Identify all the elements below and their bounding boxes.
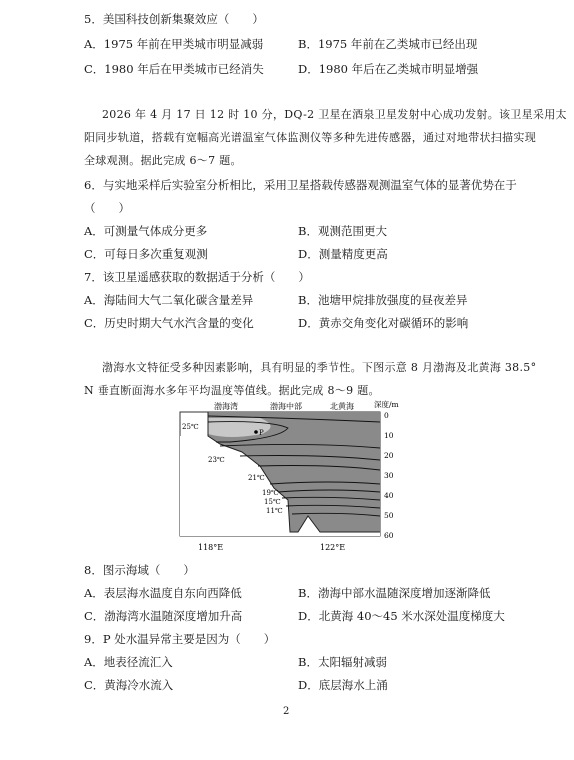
isotherm-label-15: 15℃ <box>264 498 281 506</box>
isotherm-label-21: 21℃ <box>248 474 265 482</box>
q8-option-d: D．北黄海 40～45 米水深处温度梯度大 <box>298 609 505 623</box>
depth-axis-label: 深度/m <box>374 400 399 409</box>
isotherm-label-23: 23℃ <box>208 456 225 464</box>
q5-option-a: A．1975 年前在甲类城市明显减弱 <box>84 37 264 51</box>
isotherm-label-11: 11℃ <box>266 507 283 515</box>
passage2-line1: 渤海水文特征受多种因素影响，具有明显的季节性。下图示意 8 月渤海及北黄海 38.5° <box>102 361 537 374</box>
isotherm-section-figure <box>170 396 410 556</box>
depth-tick-40: 40 <box>384 491 394 500</box>
q9-stem: 9．P 处水温异常主要是因为（ ） <box>84 632 276 646</box>
q7-stem: 7．该卫星遥感获取的数据适于分析（ ） <box>84 270 310 284</box>
point-p-label: P <box>259 429 264 437</box>
point-p-marker <box>254 430 258 434</box>
passage1-line3: 全球观测。据此完成 6～7 题。 <box>84 154 242 167</box>
page-number: 2 <box>283 706 290 717</box>
isotherm-label-25: 25℃ <box>182 423 199 431</box>
q9-option-d: D．底层海水上涌 <box>298 678 388 692</box>
q8-option-a: A．表层海水温度自东向西降低 <box>84 586 242 600</box>
region-label-bohai-central: 渤海中部 <box>270 402 302 411</box>
q6-option-a: A．可测量气体成分更多 <box>84 224 208 238</box>
q6-option-c: C．可每日多次重复观测 <box>84 247 208 261</box>
depth-axis <box>384 411 394 540</box>
passage2-line2: N 垂直断面海水多年平均温度等值线。据此完成 8～9 题。 <box>84 384 380 397</box>
region-label-bohai-bay: 渤海湾 <box>214 402 238 411</box>
depth-tick-0: 0 <box>384 411 389 420</box>
q8-stem: 8．图示海域（ ） <box>84 563 195 577</box>
q6-paren: （ ） <box>84 201 130 215</box>
q5-option-c: C．1980 年后在甲类城市已经消失 <box>84 62 264 76</box>
q9-option-c: C．黄海冷水流入 <box>84 678 174 692</box>
q5-option-b: B．1975 年前在乙类城市已经出现 <box>298 37 478 51</box>
depth-tick-30: 30 <box>384 471 394 480</box>
depth-tick-60: 60 <box>384 531 394 540</box>
depth-tick-20: 20 <box>384 451 394 460</box>
q5-option-d: D．1980 年后在乙类城市明显增强 <box>298 62 479 76</box>
q7-option-c: C．历史时期大气水汽含量的变化 <box>84 316 254 330</box>
passage1-line1: 2026 年 4 月 17 日 12 时 10 分，DQ-2 卫星在酒泉卫星发射中心成功发射。该卫星采用太 <box>102 108 567 121</box>
q8-option-c: C．渤海湾水温随深度增加升高 <box>84 609 243 623</box>
q7-option-b: B．池塘甲烷排放强度的昼夜差异 <box>298 293 468 307</box>
q6-stem: 6．与实地采样后实验室分析相比，采用卫星搭载传感器观测温室气体的显著优势在于 <box>84 178 517 192</box>
q8-option-b: B．渤海中部水温随深度增加逐渐降低 <box>298 586 491 600</box>
q7-option-d: D．黄赤交角变化对碳循环的影响 <box>298 316 469 330</box>
q6-option-d: D．测量精度更高 <box>298 247 388 261</box>
depth-tick-10: 10 <box>384 431 394 440</box>
longitude-label-118: 118°E <box>198 543 224 552</box>
longitude-label-122: 122°E <box>320 543 346 552</box>
depth-tick-50: 50 <box>384 511 394 520</box>
q6-option-b: B．观测范围更大 <box>298 224 387 238</box>
q5-stem: 5．美国科技创新集聚效应（ ） <box>84 12 264 26</box>
region-label-north-yellow-sea: 北黄海 <box>330 402 354 411</box>
q7-option-a: A．海陆间大气二氧化碳含量差异 <box>84 293 254 307</box>
passage1-line2: 阳同步轨道，搭载有宽幅高光谱温室气体监测仪等多种先进传感器，通过对地带状扫描实现 <box>84 131 536 144</box>
isotherm-label-19: 19℃ <box>262 489 279 497</box>
q9-option-a: A．地表径流汇入 <box>84 655 173 669</box>
q9-option-b: B．太阳辐射减弱 <box>298 655 387 669</box>
